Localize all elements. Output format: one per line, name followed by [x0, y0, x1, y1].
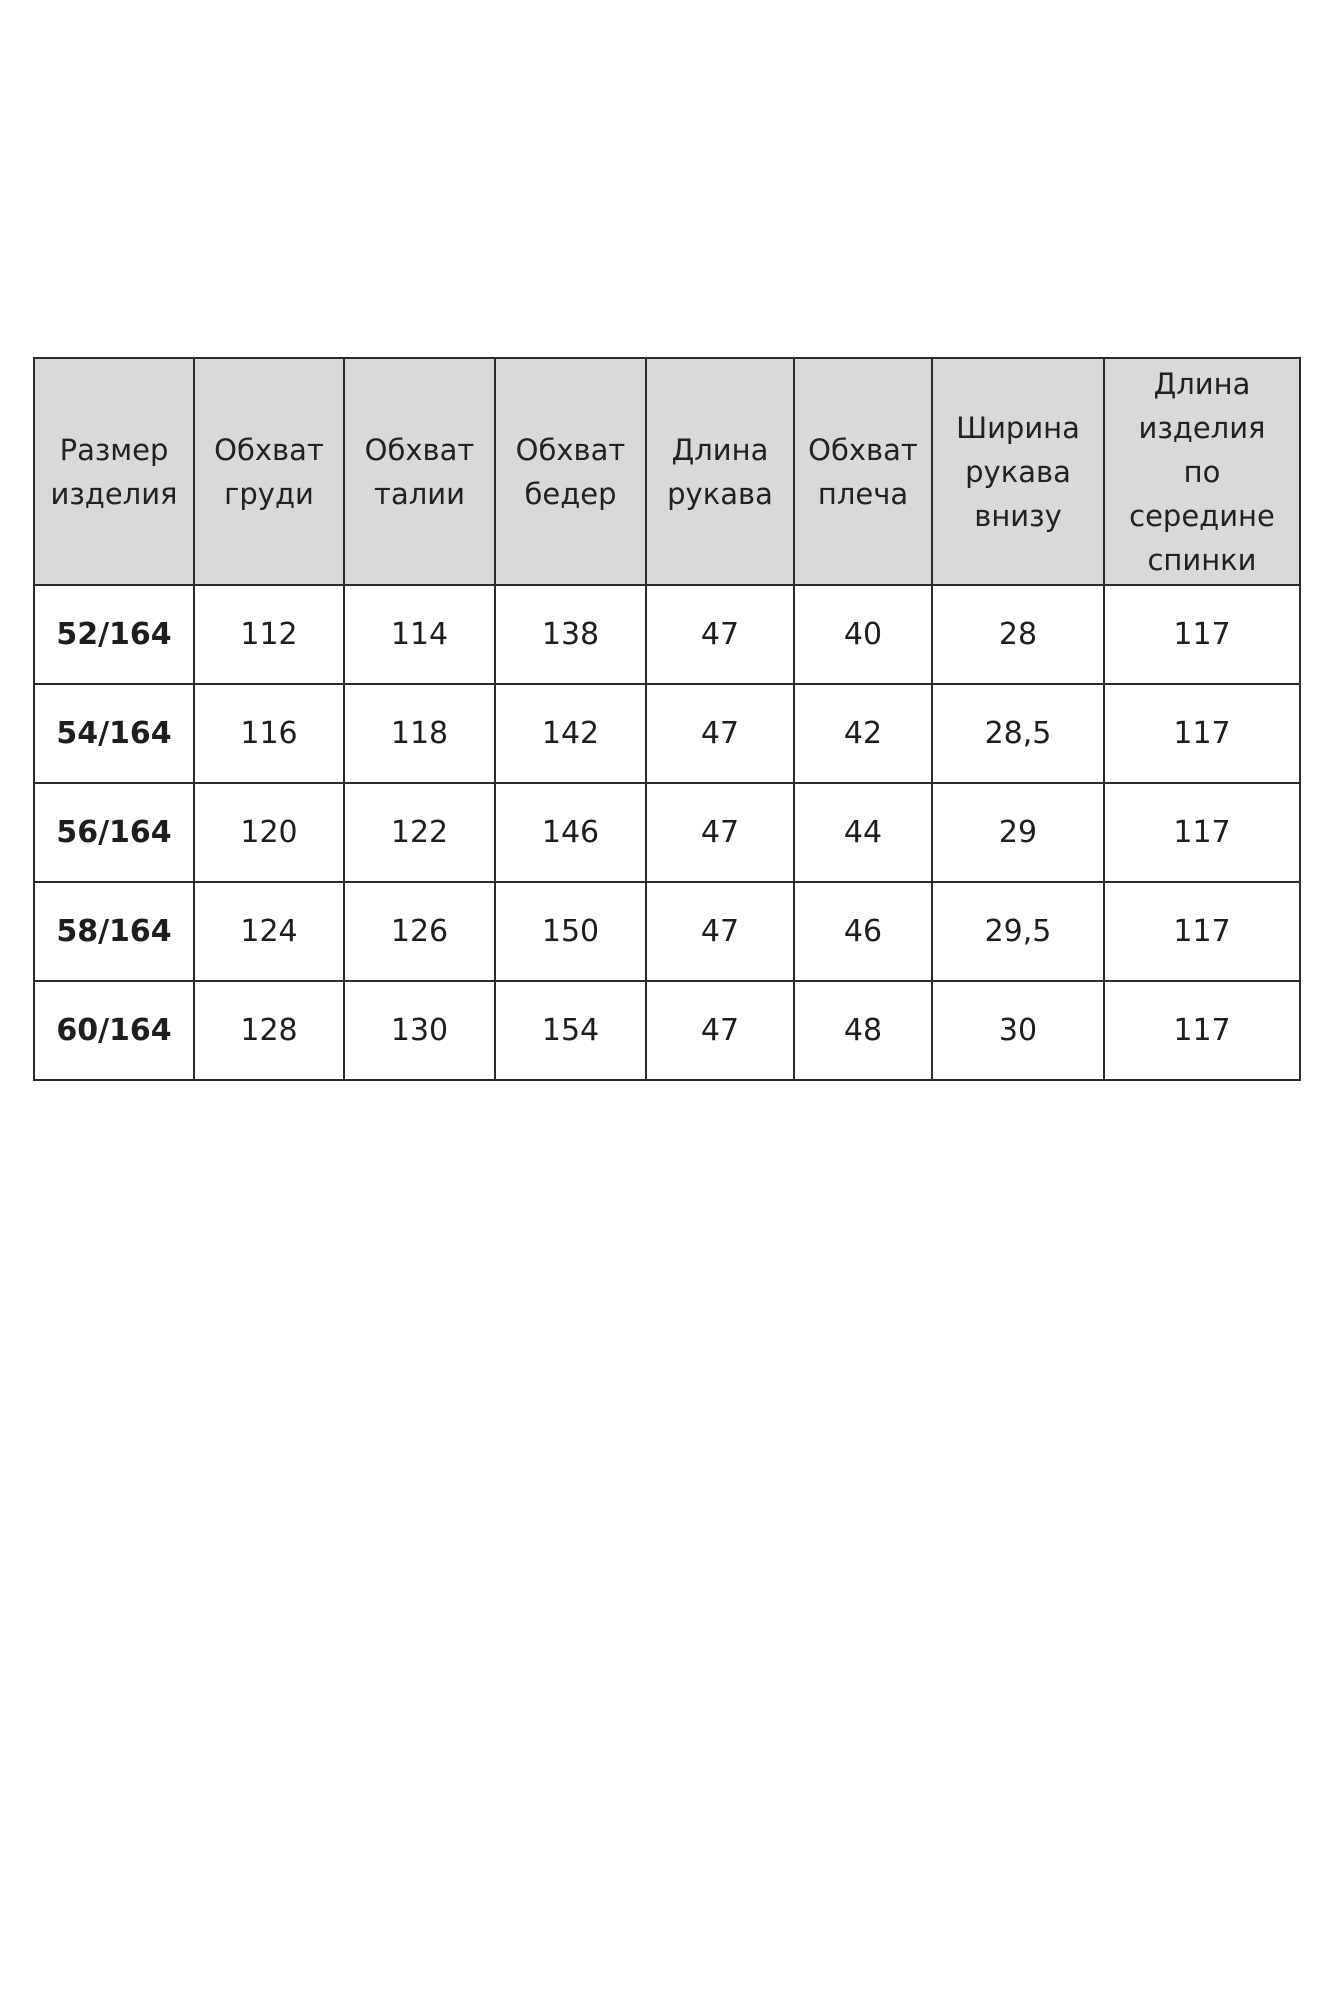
sleeve-length-value: 47: [646, 783, 794, 882]
upper-arm-value: 48: [794, 981, 932, 1080]
header-upper-arm: Обхват плеча: [794, 358, 932, 585]
waist-value: 118: [344, 684, 495, 783]
table-row: [34, 585, 1300, 684]
header-size: Размер изделия: [34, 358, 194, 585]
hips-value: 154: [495, 981, 646, 1080]
header-hips: Обхват бедер: [495, 358, 646, 585]
sleeve-width-value: 29: [932, 783, 1104, 882]
hips-value: 138: [495, 585, 646, 684]
size-table: [33, 357, 1301, 1081]
size-value: 52/164: [34, 585, 194, 684]
header-garment-length: Длина изделия по середине спинки: [1104, 358, 1300, 585]
waist-value: 114: [344, 585, 495, 684]
chest-value: 112: [194, 585, 344, 684]
table-row: [34, 684, 1300, 783]
waist-value: 122: [344, 783, 495, 882]
upper-arm-value: 42: [794, 684, 932, 783]
chest-value: 120: [194, 783, 344, 882]
header-row: [34, 358, 1300, 585]
garment-length-value: 117: [1104, 585, 1300, 684]
hips-value: 142: [495, 684, 646, 783]
size-value: 54/164: [34, 684, 194, 783]
header-sleeve-width: Ширина рукава внизу: [932, 358, 1104, 585]
garment-length-value: 117: [1104, 684, 1300, 783]
table-row: [34, 981, 1300, 1080]
size-value: 58/164: [34, 882, 194, 981]
upper-arm-value: 44: [794, 783, 932, 882]
waist-value: 126: [344, 882, 495, 981]
header-chest: Обхват груди: [194, 358, 344, 585]
size-value: 60/164: [34, 981, 194, 1080]
sleeve-width-value: 28: [932, 585, 1104, 684]
table-row: [34, 783, 1300, 882]
chest-value: 116: [194, 684, 344, 783]
sleeve-length-value: 47: [646, 882, 794, 981]
upper-arm-value: 40: [794, 585, 932, 684]
header-sleeve-length: Длина рукава: [646, 358, 794, 585]
sleeve-length-value: 47: [646, 684, 794, 783]
sleeve-length-value: 47: [646, 981, 794, 1080]
garment-length-value: 117: [1104, 783, 1300, 882]
size-value: 56/164: [34, 783, 194, 882]
chest-value: 128: [194, 981, 344, 1080]
table-row: [34, 882, 1300, 981]
waist-value: 130: [344, 981, 495, 1080]
sleeve-width-value: 29,5: [932, 882, 1104, 981]
hips-value: 150: [495, 882, 646, 981]
chest-value: 124: [194, 882, 344, 981]
garment-length-value: 117: [1104, 981, 1300, 1080]
sleeve-width-value: 28,5: [932, 684, 1104, 783]
sleeve-width-value: 30: [932, 981, 1104, 1080]
garment-length-value: 117: [1104, 882, 1300, 981]
hips-value: 146: [495, 783, 646, 882]
sleeve-length-value: 47: [646, 585, 794, 684]
header-waist: Обхват талии: [344, 358, 495, 585]
upper-arm-value: 46: [794, 882, 932, 981]
size-chart: [33, 357, 1299, 1081]
